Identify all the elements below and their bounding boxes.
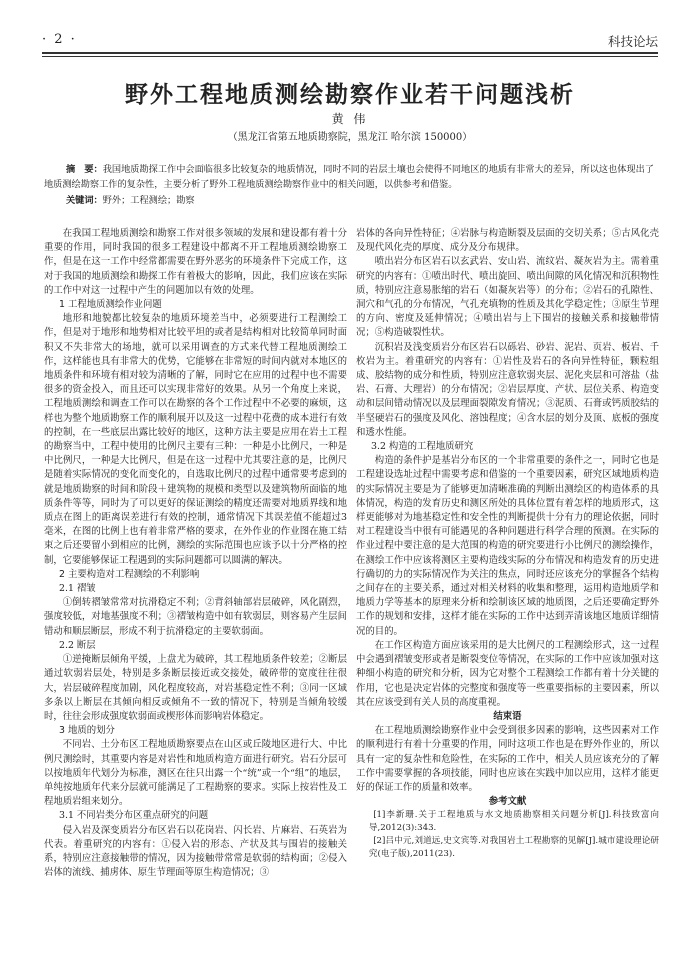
page-number: · 2 · <box>42 32 77 47</box>
keywords-text: 野外；工程测绘；勘察 <box>102 195 195 206</box>
article-affiliation: （黑龙江省第五地质勘察院，黑龙江 哈尔滨 150000） <box>227 132 473 143</box>
header-rule-thin <box>42 56 658 57</box>
subsection-heading: 3.1 不同岩类分布区重点研究的问题 <box>59 810 209 822</box>
reference-text: 李新珊.关于工程地质与水文地质勘察相关问题分析[J].科技致富向导,2012(3):343. <box>368 810 659 834</box>
section-heading: 2 主要构造对工程测绘的不利影响 <box>59 568 200 580</box>
reference-number: [2] <box>373 836 386 847</box>
abstract-text: 我国地质勘探工作中会面临很多比较复杂的地质情况，同时不同的岩层土壤也会使得不同地区的地质有非常大的差异，所以这也体现出了地质测绘勘察工作的复杂性，主要分析了野外工程地质测绘勘察作业中的相关问题，以供参考和借鉴。 <box>44 164 654 190</box>
body-paragraph: 在我国工程地质测绘和勘察工作对很多领域的发展和建设都有着十分重要的作用，同时我国的很多工程建设中都离不开工程地质测绘勘察工作，但是在这一工作中经常都需要在野外恶劣的环境条件下完成工作，这对于我国的地质测绘和勘探工作有着极大的影响，因此，我们应该在实际的工作中对这一过程中产生的问题加以有效的处理。 <box>44 228 347 296</box>
body-paragraph: 在工作区构造方面应该采用的是大比例尺的工程测绘形式，这一过程中会遇到褶皱变形或者是断裂变位等情况，在实际的工作中应该加强对这种细小构造的研究和分析，因为它对整个工程测绘工作都有着十分关键的作用，它也是决定岩体的完整度和强度等一些重要指标的主要因素，所以其在应该受到有关人员的高度重视。 <box>356 639 659 708</box>
subsection-heading: 2.2 断层 <box>59 639 96 651</box>
body-paragraph: ①逆掩断层倾角平缓，上盘尤为破碎，其工程地质条件较差；②断层通过软弱岩层处，特别是多条断层接近或交接处，破碎带的宽度往往很大，岩层破碎程度加剧，风化程度较高，对岩基稳定性不利；③同一区域多条以上断层在其倾向相反或倾角不一致的情况下，特别是当倾角较缓时，往往会形成强度软弱面或楔形体而影响岩体稳定。 <box>44 654 347 722</box>
section-heading-centered: 结束语 <box>493 710 522 722</box>
right-column <box>356 227 659 861</box>
section-heading: 1 工程地质测绘作业问题 <box>59 299 162 311</box>
article-author: 黄 伟 <box>331 112 369 126</box>
body-paragraph: 侵入岩及深变质岩分布区岩石以花岗岩、闪长岩、片麻岩、石英岩为代表。着重研究的内容有：①侵入岩的形态、产状及其与围岩的接触关系，特别应注意接触带的情况，因为接触带常常是软弱的结构面；②侵入岩体的流线、捕虏体、原生节理面等原生构造情况；③ <box>44 824 347 879</box>
subsection-heading: 3.2 构造的工程地质研究 <box>371 441 474 453</box>
body-paragraph: 沉积岩及浅变质岩分布区岩石以砾岩、砂岩、泥岩、页岩、板岩、千枚岩为主。着重研究的内容有：①岩性及岩石的各向异性特征，颗粒组成、胶结物的成分和性质，特别应注意软弱夹层、泥化夹层和可溶盐（盐岩、石膏、大理岩）的分布情况；②岩层厚度、产状、层位关系、构造变动和层间错动情况以及层理面裂隙发育情况；③泥质、石膏或钙质胶结的半坚硬岩石的强度及风化、溶蚀程度；④含水层的划分及顶、底板的强度和透水性能。 <box>356 341 659 438</box>
body-paragraph: 在工程地质测绘勘察作业中会受到很多因素的影响，这些因素对工作的顺利进行有着十分重要的作用，同时这项工作也是在野外作业的，所以具有一定的复杂性和危险性，在实际的工作中，相关人员应该充分的了解工作中需要掌握的各项技能，同时也应该在实践中加以应用，这样才能更好的保证工作的质量和效率。 <box>356 725 659 793</box>
section-heading-centered: 参考文献 <box>488 796 527 808</box>
header-rule-thick <box>42 52 658 54</box>
body-paragraph: 岩体的各向异性特征；④岩脉与构造断裂及层面的交切关系；⑤古风化壳及现代风化壳的厚度、成分及分布规律。 <box>356 228 659 254</box>
reference-text: 吕中元,刘道远,史文宾等.对我国岩土工程勘察的见解[J].城市建设理论研究(电子版),2011(23). <box>368 836 659 860</box>
abstract-label: 摘 要： <box>66 164 103 175</box>
keywords <box>66 192 656 206</box>
reference-item <box>356 835 659 861</box>
abstract <box>44 162 656 192</box>
page-header <box>42 30 658 54</box>
reference-item <box>356 809 659 835</box>
keywords-label: 关键词： <box>66 195 103 206</box>
left-column <box>44 227 347 880</box>
body-paragraph: ①倒转褶皱常常对抗滑稳定不利；②背斜轴部岩层破碎，风化剧烈，强度较低，对地基强度不利；③褶皱构造中如有软弱层，则容易产生层间错动和顺层断层，形成不利于抗滑稳定的主要软弱面。 <box>44 597 347 637</box>
body-paragraph: 不同岩、土分布区工程地质勘察要点在山区或丘陵地区进行大、中比例尺测绘时，其重要内容是对岩性和地质构造方面进行研究。岩石分层可以按地质年代划分为标准，测区在往只出露一个“统”或一个“组”的地层，单纯按地质年代来分层就可能满足了工程勘察的要求。实际上按岩性及工程地质岩组来划分。 <box>44 739 347 808</box>
reference-number: [1] <box>373 810 386 821</box>
article-title: 野外工程地质测绘勘察作业若干问题浅析 <box>125 82 575 108</box>
body-paragraph: 地形和地貌都比较复杂的地质环境差当中，必须要进行工程测绘工作，但是对于地形和地势相对比较平坦的或者是结构相对比较简单同时面积又不失非常大的场地，就可以采用调查的方式来代替工程地质测绘工作，这样能也具有非常大的优势，它能够在非常短的时间内就对本地区的地质条件和环境有相对较为清晰的了解，同时它在应用的过程中也不需要很多的资金投入，而且还可以实现非常好的效果。从另一个角度上来说，工程地质测绘和调查工作可以在勘察的各个工作过程中不必要的麻烦，这样也为整个地质勘察工作的顺利展开以及这一过程中花费的成本进行有效的控制，在一些底层出露比较好的地区，这种方法主要是应用在岩土工程的勘察当中，工程中使用的比例尺主要有三种：一种是小比例尺，一种是中比例尺，一种是大比例尺，但是在这一过程中尤其要注意的是，比例尺是随着实际情况的变化而变化的，自选取比例尺的过程中通常要考虑到的就是地质勘察的时间和阶段＋建筑物的规模和类型以及建筑物所面临的地质条件等等，同时为了可以更好的保证测绘的精度还需要对地质界线和地质点在图上的距离误差进行有效的控制，通常情况下其误差值不能超过3毫米，在图的比例上也有着非常严格的要求，在外作业的作业图在施工结束之后还要留小到相应的比例，测绘的实际范围也应该予以十分严格的控制，它要能够保证工程遇到的实际问题都可以圆满的解决。 <box>44 313 347 566</box>
section-heading: 3 地质的划分 <box>59 725 115 737</box>
subsection-heading: 2.1 褶皱 <box>59 583 96 595</box>
body-paragraph: 喷出岩分布区岩石以玄武岩、安山岩、流纹岩、凝灰岩为主。需着重研究的内容有：①喷出时代、喷出旋回、喷出间隙的风化情况和沉积物性质，特别应注意易胀缩的岩石（如凝灰岩等）的分布；②岩石的孔隙性、洞穴和气孔的分布情况，气孔充填物的性质及其化学稳定性；③原生节理的方向、密度及延伸情况；④喷出岩与上下围岩的接触关系和接触带情况；⑤构造破裂性状。 <box>356 256 659 339</box>
body-paragraph: 构造的条件护是基岩分布区的一个非常重要的条件之一，同时它也是工程建设选址过程中需要考虑和借鉴的一个重要因素，研究区域地质构造的实际情况主要是为了能够更加清晰准确的判断出测绘区的构造体系的具体情况，构造的发育历史和测区所处的具体位置有着怎样的地质形式，这样更能够对为地基稳定性和安全性的判断提供十分有力的理论依据，同时对工程建设当中很有可能遇见的各种问题进行科学合理的预测。在实际的作业过程中要注意的是大范围的构造的研究要进行小比例尺的测绘操作，在测绘工作中应该将测区主要构造线实际的分布情况和构造发育的历史进行确切的力的实际情况作为关注的焦点，同时还应该充分的掌握各个结构之间存在的主要关系，通过对相关材料的收集和整理，运用构造地质学和地质力学等基本的原理来分析和绘制该区域的地质图，之后还要确定野外工作的规划和安排，这样才能在实际的工作中达到弄清该地区地质详细情况的目的。 <box>356 455 659 637</box>
column-name: 科技论坛 <box>607 34 658 49</box>
